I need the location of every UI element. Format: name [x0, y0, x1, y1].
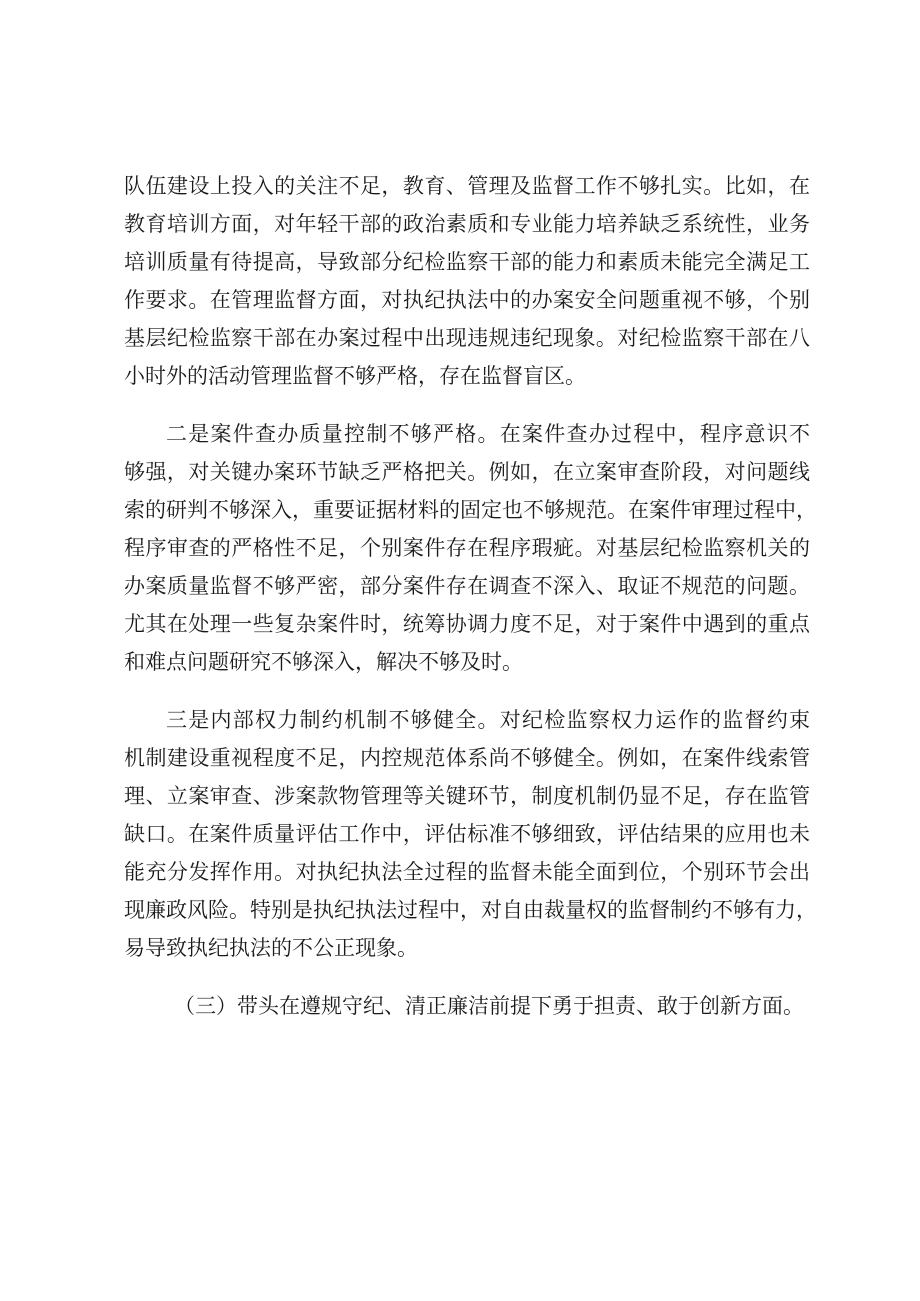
- text-line: 够强，对关键办案环节缺乏严格把关。例如，在立案审查阶段，对问题线: [124, 460, 810, 484]
- text-line: 队伍建设上投入的关注不足，教育、管理及监督工作不够扎实。比如，在: [124, 174, 810, 198]
- paragraph-1: [124, 167, 810, 395]
- paragraph-3: [124, 701, 817, 967]
- text-line: 机制建设重视程度不足，内控规范体系尚不够健全。例如，在案件线索管: [124, 746, 810, 770]
- text-line: 索的研判不够深入，重要证据材料的固定也不够规范。在案件审理过程中，: [124, 498, 817, 522]
- text-line: 教育培训方面，对年轻干部的政治素质和专业能力培养缺乏系统性，业务: [124, 212, 810, 236]
- heading-line: （三）带头在遵规守纪、清正廉洁前提下勇于担责、敢于创新方面。: [174, 994, 804, 1018]
- text-line: 理、立案审查、涉案款物管理等关键环节，制度机制仍显不足，存在监管: [124, 784, 810, 808]
- text-line: 办案质量监督不够严密，部分案件存在调查不深入、取证不规范的问题。: [124, 574, 810, 598]
- text-line: 和难点问题研究不够深入，解决不够及时。: [124, 650, 523, 674]
- text-line: 缺口。在案件质量评估工作中，评估标准不够细致，评估结果的应用也未: [124, 822, 810, 846]
- text-line: 程序审查的严格性不足，个别案件存在程序瑕疵。对基层纪检监察机关的: [124, 536, 810, 560]
- text-line: 尤其在处理一些复杂案件时，统筹协调力度不足，对于案件中遇到的重点: [124, 612, 810, 636]
- text-line: 作要求。在管理监督方面，对执纪执法中的办案安全问题重视不够，个别: [124, 288, 810, 312]
- text-line: 小时外的活动管理监督不够严格，存在监督盲区。: [124, 364, 586, 388]
- paragraph-2: [124, 415, 817, 681]
- text-line: 二是案件查办质量控制不够严格。在案件查办过程中，程序意识不: [166, 422, 810, 446]
- text-line: 能充分发挥作用。对执纪执法全过程的监督未能全面到位，个别环节会出: [124, 860, 810, 884]
- text-line: 易导致执纪执法的不公正现象。: [124, 936, 418, 960]
- text-line: 三是内部权力制约机制不够健全。对纪检监察权力运作的监督约束: [166, 708, 810, 732]
- text-line: 现廉政风险。特别是执纪执法过程中，对自由裁量权的监督制约不够有力，: [124, 898, 817, 922]
- text-line: 基层纪检监察干部在办案过程中出现违规违纪现象。对纪检监察干部在八: [124, 326, 810, 350]
- section-heading: [124, 987, 810, 1025]
- text-line: 培训质量有待提高，导致部分纪检监察干部的能力和素质未能完全满足工: [124, 250, 810, 274]
- document-body: [124, 167, 817, 1025]
